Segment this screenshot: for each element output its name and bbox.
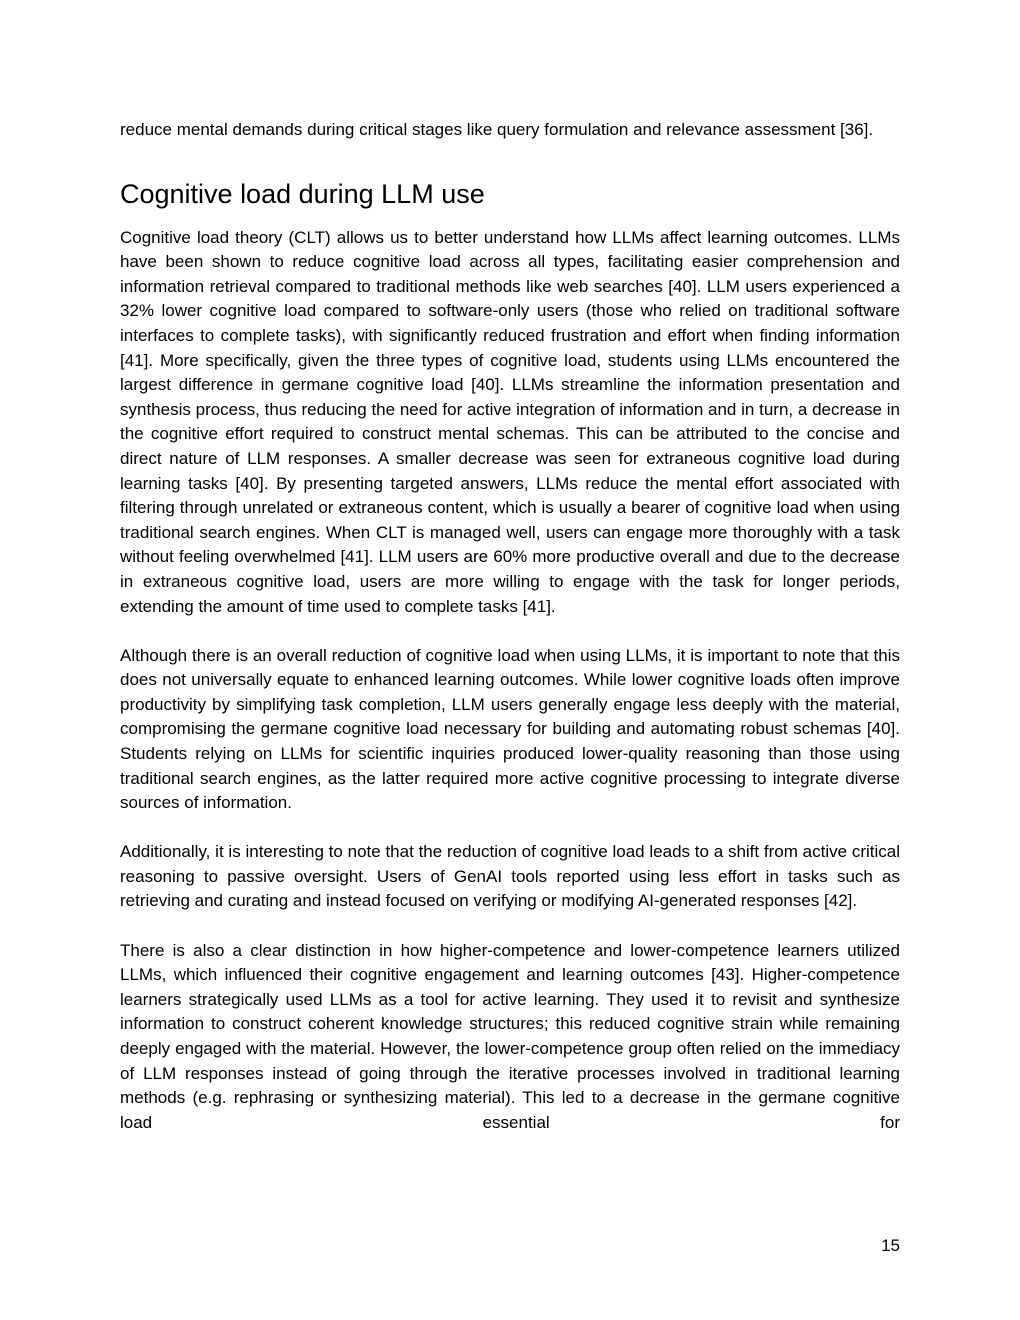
page-content (120, 118, 900, 1135)
paragraph-continuation: reduce mental demands during critical stages like query formulation and relevance assessment [36]. (120, 120, 874, 139)
paragraph: Cognitive load theory (CLT) allows us to better understand how LLMs affect learning outcomes. LLMs have been shown to reduce cognitive load across all types, facilitating easier comprehension and information retrieval compared to traditional methods like web searches [40]. LLM users experienced a 32% lower cognitive load compared to software-only users (those who relied on traditional software interfaces to complete tasks), with significantly reduced frustration and effort when finding information [41]. More specifically, given the three types of cognitive load, students using LLMs encountered the largest difference in germane cognitive load [40]. LLMs streamline the information presentation and synthesis process, thus reducing the need for active integration of information and in turn, a decrease in the cognitive effort required to construct mental schemas. This can be attributed to the concise and direct nature of LLM responses. A smaller decrease was seen for extraneous cognitive load during learning tasks [40]. By presenting targeted answers, LLMs reduce the mental effort associated with filtering through unrelated or extraneous content, which is usually a bearer of cognitive load when using traditional search engines. When CLT is managed well, users can engage more thoroughly with a task without feeling overwhelmed [41]. LLM users are 60% more productive overall and due to the decrease in extraneous cognitive load, users are more willing to engage with the task for longer periods, extending the amount of time used to complete tasks [41]. (120, 227, 900, 616)
paragraph: There is also a clear distinction in how higher-competence and lower-competence learners utilized LLMs, which influenced their cognitive engagement and learning outcomes [43]. Higher-competence learners strategically used LLMs as a tool for active learning. They used it to revisit and synthesize information to construct coherent knowledge structures; this reduced cognitive strain while remaining deeply engaged with the material. However, the lower-competence group often relied on the immediacy of LLM responses instead of going through the iterative processes involved in traditional learning methods (e.g. rephrasing or synthesizing material). This led to a decrease in the germane cognitive load essential for (120, 940, 900, 1132)
section-heading: Cognitive load during LLM use (120, 178, 485, 209)
paragraph: Although there is an overall reduction of cognitive load when using LLMs, it is important to note that this does not universally equate to enhanced learning outcomes. While lower cognitive loads often improve productivity by simplifying task completion, LLM users generally engage less deeply with the material, compromising the germane cognitive load necessary for building and automating robust schemas [40]. Students relying on LLMs for scientific inquiries produced lower-quality reasoning than those using traditional search engines, as the latter required more active cognitive processing to integrate diverse sources of information. (120, 645, 900, 813)
page-number: 15 (881, 1236, 900, 1255)
paragraph: Additionally, it is interesting to note that the reduction of cognitive load leads to a shift from active critical reasoning to passive oversight. Users of GenAI tools reported using less effort in tasks such as retrieving and curating and instead focused on verifying or modifying AI-generated responses [42]. (120, 842, 900, 911)
